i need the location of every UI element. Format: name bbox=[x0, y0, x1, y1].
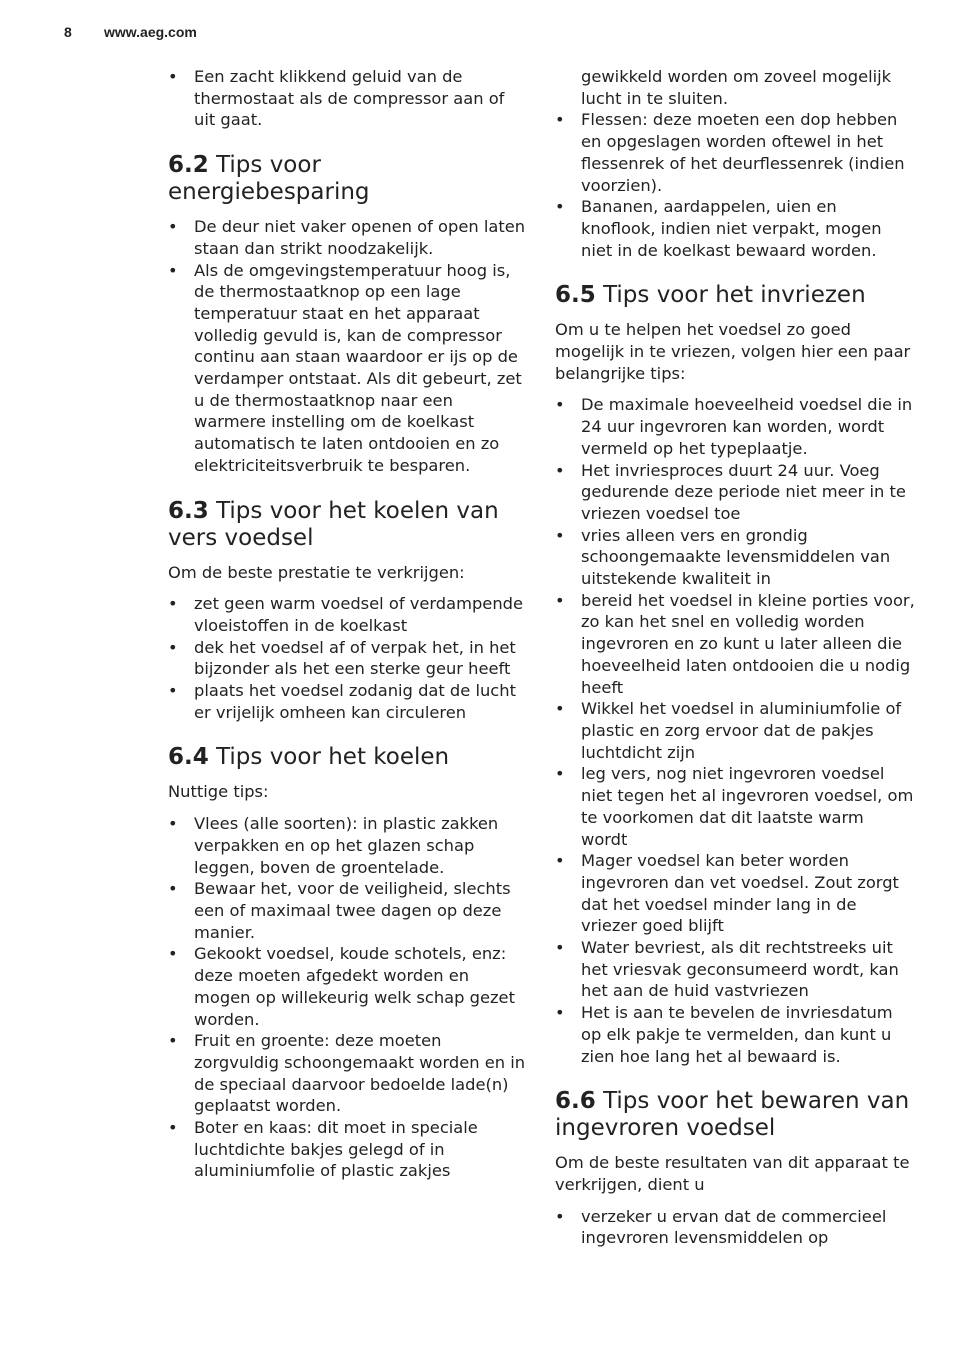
list-item: • Gekookt voedsel, koude schotels, enz: deze moeten afgedekt worden en mogen op willekeurig welk schap gezet worden. bbox=[168, 943, 528, 1030]
section-number: 6.3 bbox=[168, 497, 209, 524]
list-item: • plaats het voedsel zodanig dat de lucht er vrijelijk omheen kan circuleren bbox=[168, 680, 528, 723]
section-title: Tips voor het bewaren van ingevroren voedsel bbox=[555, 1088, 910, 1142]
list-item: • verzeker u ervan dat de commercieel ingevroren levensmiddelen op bbox=[555, 1206, 915, 1249]
section-title: Tips voor het invriezen bbox=[603, 282, 866, 309]
section-heading-6-4 bbox=[168, 744, 528, 771]
list-item: • dek het voedsel af of verpak het, in het bijzonder als het een sterke geur heeft bbox=[168, 637, 528, 680]
section-6-5-list bbox=[555, 394, 915, 1067]
site-url: www.aeg.com bbox=[104, 24, 197, 40]
list-item: • De maximale hoeveelheid voedsel die in 24 uur ingevroren kan worden, wordt vermeld op het typeplaatje. bbox=[555, 394, 915, 459]
section-title: Tips voor het koelen van vers voedsel bbox=[168, 497, 499, 551]
list-item: • vries alleen vers en grondig schoongemaakte levensmiddelen van uitstekende kwaliteit in bbox=[555, 525, 915, 590]
left-column bbox=[168, 66, 528, 1182]
section-intro: Nuttige tips: bbox=[168, 782, 269, 802]
list-item: • zet geen warm voedsel of verdampende vloeistoffen in de koelkast bbox=[168, 593, 528, 636]
list-item-continued: gewikkeld worden om zoveel mogelijk lucht in te sluiten. bbox=[581, 67, 892, 108]
list-item: • bereid het voedsel in kleine porties voor, zo kan het snel en volledig worden ingevroren en zo kunt u later alleen die hoeveelheid laten ontdooien die u nodig heeft bbox=[555, 590, 915, 699]
list-item: • Boter en kaas: dit moet in speciale luchtdichte bakjes gelegd of in aluminiumfolie of plastic zakjes bbox=[168, 1117, 528, 1182]
list-item: • Het invriesproces duurt 24 uur. Voeg gedurende deze periode niet meer in te vriezen voedsel toe bbox=[555, 460, 915, 525]
list-item: • Als de omgevingstemperatuur hoog is, de thermostaatknop op een lage temperatuur staat en het apparaat volledig gevuld is, kan de compressor continu aan staan waardoor er ijs op de verdamper ontstaat. Als dit gebeurt, zet u de thermostaatknop naar een warmere instelling om de koelkast automatisch te laten ontdooien en zo elektriciteitsverbruik te besparen. bbox=[168, 260, 528, 477]
list-item: • Bananen, aardappelen, uien en knoflook, indien niet verpakt, mogen niet in de koelkast bewaard worden. bbox=[555, 196, 915, 261]
section-heading-6-3 bbox=[168, 498, 528, 552]
continued-list bbox=[555, 66, 915, 261]
list-item: • Een zacht klikkend geluid van de thermostaat als de compressor aan of uit gaat. bbox=[168, 66, 528, 131]
section-heading-6-6 bbox=[555, 1088, 915, 1142]
list-item: • Mager voedsel kan beter worden ingevroren dan vet voedsel. Zout zorgt dat het voedsel minder lang in de vriezer goed blijft bbox=[555, 850, 915, 937]
list-item: • Bewaar het, voor de veiligheid, slechts een of maximaal twee dagen op deze manier. bbox=[168, 878, 528, 943]
section-intro: Om de beste resultaten van dit apparaat te verkrijgen, dient u bbox=[555, 1153, 910, 1194]
list-item: • Wikkel het voedsel in aluminiumfolie of plastic en zorg ervoor dat de pakjes luchtdicht zijn bbox=[555, 698, 915, 763]
intro-list bbox=[168, 66, 528, 131]
page-header bbox=[64, 24, 197, 40]
list-item: • De deur niet vaker openen of open laten staan dan strikt noodzakelijk. bbox=[168, 216, 528, 259]
list-item: • Het is aan te bevelen de invriesdatum op elk pakje te vermelden, dan kunt u zien hoe lang het al bewaard is. bbox=[555, 1002, 915, 1067]
list-item: • Water bevriest, als dit rechtstreeks uit het vriesvak geconsumeerd wordt, kan het aan de huid vastvriezen bbox=[555, 937, 915, 1002]
section-6-3-list bbox=[168, 593, 528, 723]
section-heading-6-5 bbox=[555, 282, 915, 309]
section-6-4-list bbox=[168, 813, 528, 1182]
section-6-6-list bbox=[555, 1206, 915, 1249]
section-intro: Om de beste prestatie te verkrijgen: bbox=[168, 562, 465, 582]
section-number: 6.4 bbox=[168, 744, 209, 771]
page-number: 8 bbox=[64, 24, 72, 40]
list-item: • Vlees (alle soorten): in plastic zakken verpakken en op het glazen schap leggen, boven de groentelade. bbox=[168, 813, 528, 878]
section-number: 6.2 bbox=[168, 152, 209, 179]
section-heading-6-2 bbox=[168, 152, 528, 206]
section-number: 6.5 bbox=[555, 282, 596, 309]
section-title: Tips voor het koelen bbox=[216, 744, 450, 771]
right-column bbox=[555, 66, 915, 1249]
section-number: 6.6 bbox=[555, 1088, 596, 1115]
section-title: Tips voor energiebesparing bbox=[168, 152, 370, 206]
list-item: • Fruit en groente: deze moeten zorgvuldig schoongemaakt worden en in de speciaal daarvoor bedoelde lade(n) geplaatst worden. bbox=[168, 1030, 528, 1117]
section-6-2-list bbox=[168, 216, 528, 476]
list-item: • leg vers, nog niet ingevroren voedsel niet tegen het al ingevroren voedsel, om te voorkomen dat dit laatste warm wordt bbox=[555, 763, 915, 850]
section-intro: Om u te helpen het voedsel zo goed mogelijk in te vriezen, volgen hier een paar belangrijke tips: bbox=[555, 320, 911, 383]
list-item: • Flessen: deze moeten een dop hebben en opgeslagen worden oftewel in het flessenrek of het deurflessenrek (indien voorzien). bbox=[555, 109, 915, 196]
